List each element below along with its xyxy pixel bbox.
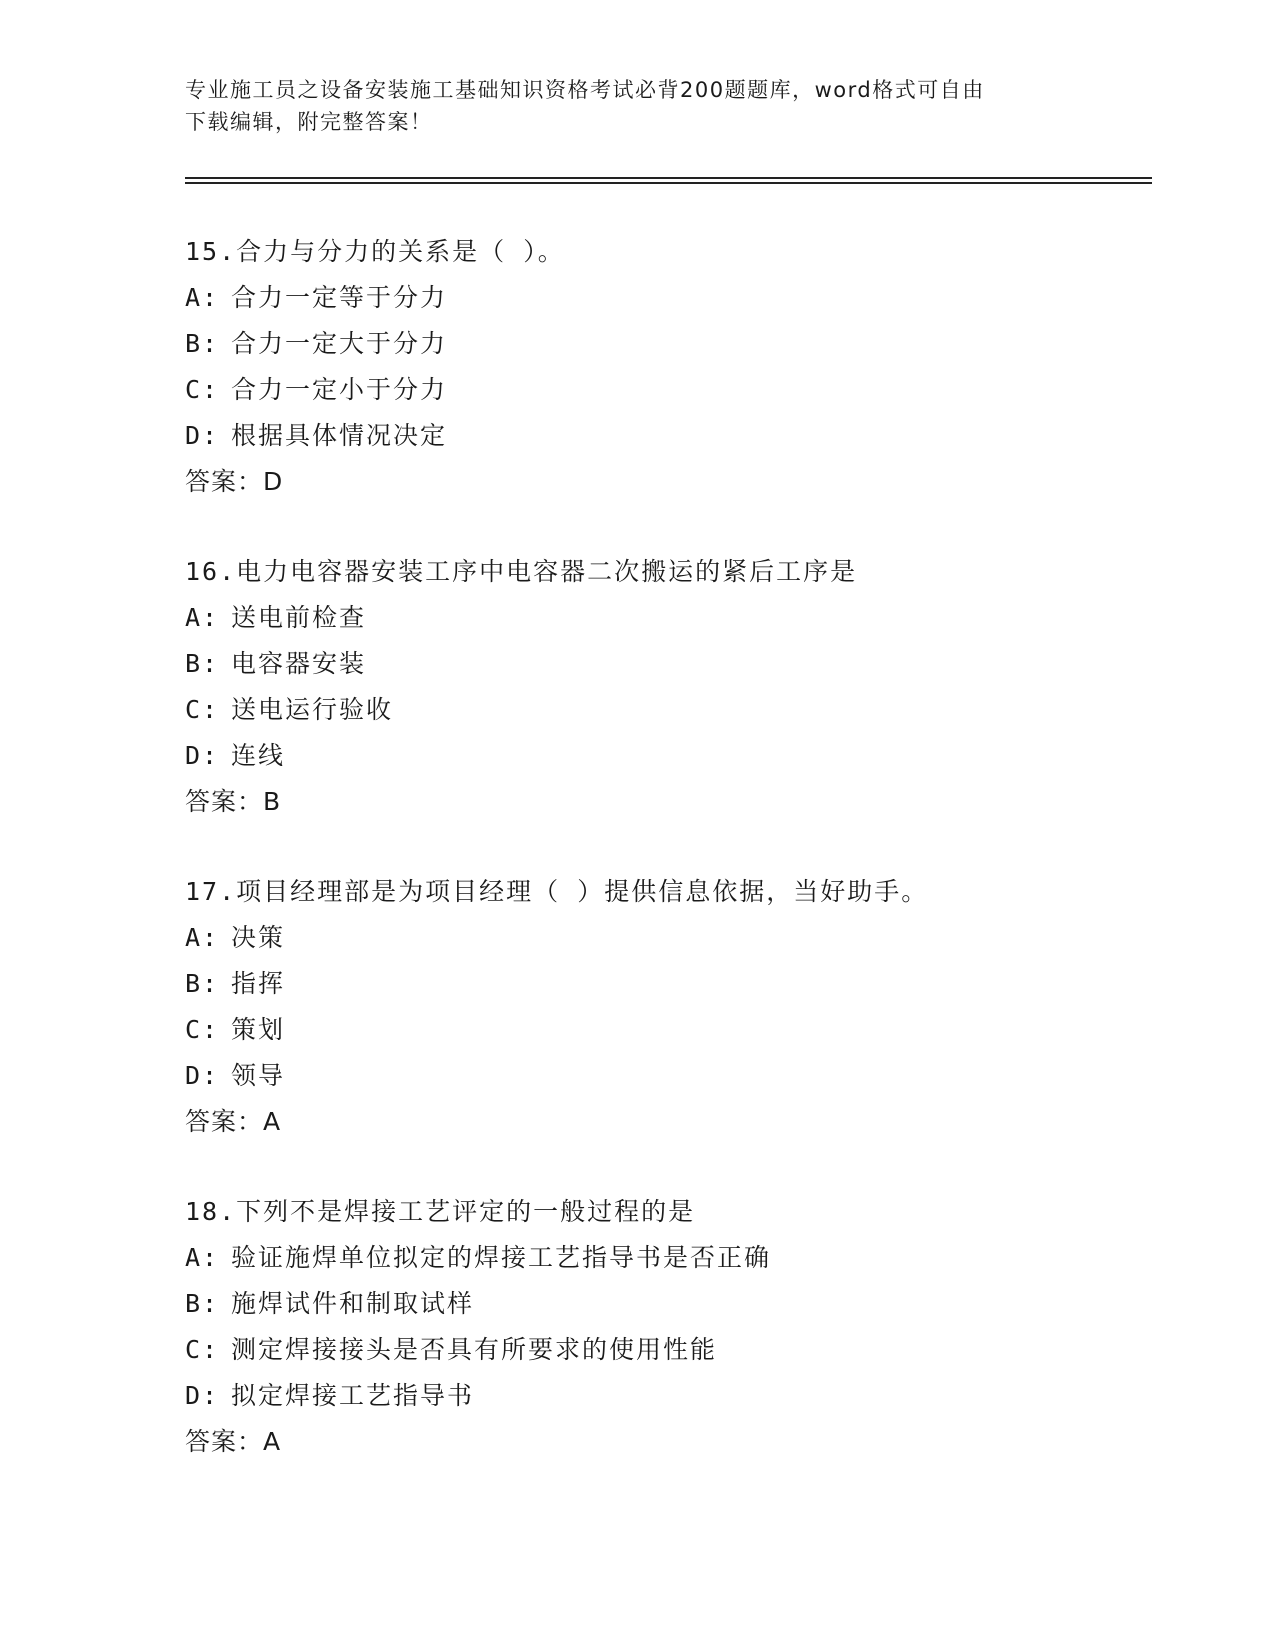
option-letter: D: xyxy=(185,741,220,770)
option-text: 送电前检查 xyxy=(231,603,367,632)
option-c xyxy=(185,1327,1145,1373)
question-16 xyxy=(185,549,1145,869)
option-text: 指挥 xyxy=(231,969,286,998)
question-text: 16.电力电容器安装工序中电容器二次搬运的紧后工序是 xyxy=(185,557,858,586)
option-d xyxy=(185,733,1145,779)
question-17 xyxy=(185,869,1145,1189)
option-text: 送电运行验收 xyxy=(231,695,394,724)
option-letter: C: xyxy=(185,1335,220,1364)
question-text: 15.合力与分力的关系是（ ）。 xyxy=(185,237,565,266)
option-text: 合力一定小于分力 xyxy=(231,375,448,404)
option-b xyxy=(185,641,1145,687)
option-text: 拟定焊接工艺指导书 xyxy=(231,1381,475,1410)
option-text: 根据具体情况决定 xyxy=(231,421,448,450)
option-letter: A: xyxy=(185,603,220,632)
option-c xyxy=(185,687,1145,733)
option-c xyxy=(185,367,1145,413)
option-letter: C: xyxy=(185,1015,220,1044)
question-text: 18.下列不是焊接工艺评定的一般过程的是 xyxy=(185,1197,696,1226)
answer-line: 答案：B xyxy=(185,787,282,816)
question-list xyxy=(185,229,1145,1509)
answer-line: 答案：A xyxy=(185,1107,282,1136)
option-a xyxy=(185,595,1145,641)
option-letter: C: xyxy=(185,695,220,724)
option-text: 连线 xyxy=(231,741,286,770)
option-text: 合力一定大于分力 xyxy=(231,329,448,358)
option-text: 策划 xyxy=(231,1015,286,1044)
option-text: 验证施焊单位拟定的焊接工艺指导书是否正确 xyxy=(231,1243,772,1272)
question-18 xyxy=(185,1189,1145,1509)
option-c xyxy=(185,1007,1145,1053)
header-divider-top xyxy=(185,177,1152,179)
header-divider-bottom xyxy=(185,182,1152,184)
option-letter: B: xyxy=(185,969,220,998)
option-letter: A: xyxy=(185,1243,220,1272)
question-text: 17.项目经理部是为项目经理（ ）提供信息依据，当好助手。 xyxy=(185,877,929,906)
option-b xyxy=(185,1281,1145,1327)
option-letter: D: xyxy=(185,421,220,450)
option-text: 电容器安装 xyxy=(231,649,367,678)
option-a xyxy=(185,275,1145,321)
option-text: 合力一定等于分力 xyxy=(231,283,448,312)
option-letter: C: xyxy=(185,375,220,404)
option-letter: B: xyxy=(185,649,220,678)
header-line-1: 专业施工员之设备安装施工基础知识资格考试必背200题题库，word格式可自由 xyxy=(185,78,985,102)
question-15 xyxy=(185,229,1145,549)
option-b xyxy=(185,961,1145,1007)
header-line-2: 下载编辑，附完整答案！ xyxy=(185,110,433,134)
option-d xyxy=(185,1373,1145,1419)
option-d xyxy=(185,413,1145,459)
option-a xyxy=(185,915,1145,961)
option-text: 测定焊接接头是否具有所要求的使用性能 xyxy=(231,1335,718,1364)
document-header xyxy=(185,74,1085,138)
option-b xyxy=(185,321,1145,367)
option-text: 领导 xyxy=(231,1061,286,1090)
option-letter: B: xyxy=(185,329,220,358)
option-text: 决策 xyxy=(231,923,286,952)
option-d xyxy=(185,1053,1145,1099)
option-letter: D: xyxy=(185,1061,220,1090)
answer-line: 答案：A xyxy=(185,1427,282,1456)
answer-line: 答案：D xyxy=(185,467,284,496)
option-a xyxy=(185,1235,1145,1281)
option-letter: A: xyxy=(185,923,220,952)
option-letter: A: xyxy=(185,283,220,312)
option-text: 施焊试件和制取试样 xyxy=(231,1289,475,1318)
option-letter: D: xyxy=(185,1381,220,1410)
option-letter: B: xyxy=(185,1289,220,1318)
